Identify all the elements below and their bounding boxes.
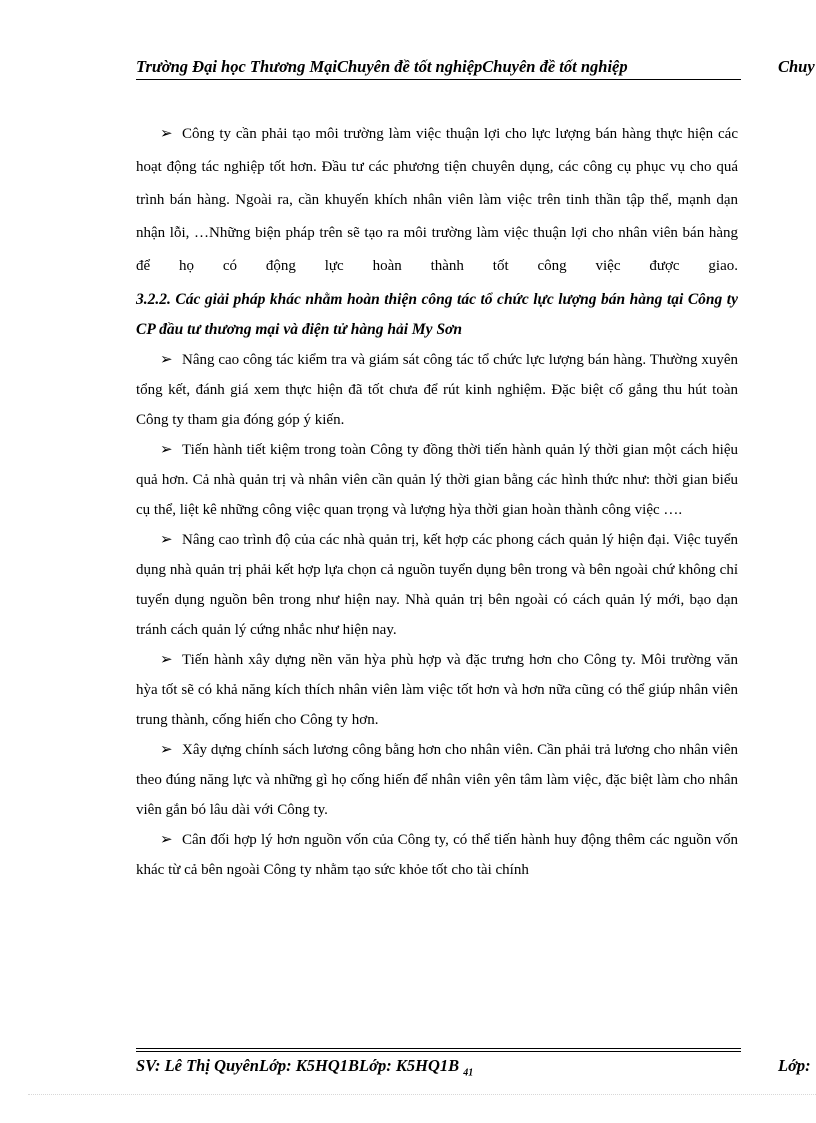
arrow-bullet-icon: ➢ <box>160 442 173 458</box>
paragraph-item <box>136 735 738 825</box>
paragraph-item <box>136 645 738 735</box>
paragraph-text: Tiến hành xây dựng nền văn hỳa phù hợp và đặc trưng hơn cho Công ty. Môi trường văn hỳa tốt sẽ có khả năng kích thích nhân viên làm việc tốt hơn và hơn nữa cũng có thể giúp nhân viên trung thành, cống hiến cho Công ty hơn. <box>136 652 738 728</box>
arrow-bullet-icon: ➢ <box>160 832 173 848</box>
paragraph-item <box>136 345 738 435</box>
paragraph-text: Cân đối hợp lý hơn nguồn vốn của Công ty, có thể tiến hành huy động thêm các nguồn vốn khác từ cả bên ngoài Công ty nhằm tạo sức khỏe tốt cho tài chính <box>136 832 738 878</box>
paragraph-intro <box>136 118 738 283</box>
document-body <box>136 118 738 885</box>
page-header-overflow: Chuy <box>778 57 815 76</box>
page-number: 41 <box>463 1067 474 1079</box>
paragraph-text: Công ty cần phải tạo môi trường làm việc thuận lợi cho lực lượng bán hàng thực hiện các hoạt động tác nghiệp tốt hơn. Đầu tư các phương tiện chuyên dụng, các công cụ phục vụ cho quá trình bán hàng. Ngoài ra, cần khuyến khích nhân viên làm việc trên tinh thần tập thể, mạnh dạn nhận lỗi, …Những biện pháp trên sẽ tạo ra môi trường làm việc thuận lợi cho nhân viên bán hàng để họ có động lực hoàn thành tốt công việc được giao. <box>136 126 738 274</box>
arrow-bullet-icon: ➢ <box>160 652 173 668</box>
paragraph-item <box>136 825 738 885</box>
paragraph-text: Tiến hành tiết kiệm trong toàn Công ty đồng thời tiến hành quản lý thời gian một cách hiệu quả hơn. Cả nhà quản trị và nhân viên cần quản lý thời gian bằng các hình thức như: thời gian biểu cụ thể, liệt kê những công việc quan trọng và lượng hỳa thời gian hoàn thành công việc …. <box>136 442 738 518</box>
page-footer-overflow: Lớp: <box>778 1056 811 1075</box>
section-heading: 3.2.2. Các giải pháp khác nhằm hoàn thiện công tác tổ chức lực lượng bán hàng tại Công ty CP đầu tư thương mại và điện tử hàng hải My Sơn <box>136 291 738 338</box>
paragraph-text: Nâng cao công tác kiểm tra và giám sát công tác tổ chức lực lượng bán hàng. Thường xuyên tổng kết, đánh giá xem thực hiện đã tốt chưa để rút kinh nghiệm. Đặc biệt cố gắng thu hút toàn Công ty tham gia đóng góp ý kiến. <box>136 352 738 428</box>
footer-rule <box>136 1051 741 1052</box>
arrow-bullet-icon: ➢ <box>160 352 173 368</box>
page-footer-student <box>136 1055 473 1084</box>
footer-student-text: SV: Lê Thị QuyênLớp: K5HQ1BLớp: K5HQ1B <box>136 1056 460 1075</box>
paragraph-item <box>136 525 738 645</box>
paragraph-item <box>136 435 738 525</box>
page-header-title: Trường Đại học Thương MạiChuyên đề tốt nghiệpChuyên đề tốt nghiệp <box>136 56 741 80</box>
arrow-bullet-icon: ➢ <box>160 126 173 142</box>
footer-rule <box>136 1048 741 1049</box>
arrow-bullet-icon: ➢ <box>160 532 173 548</box>
paragraph-text: Xây dựng chính sách lương công bằng hơn cho nhân viên. Cần phải trả lương cho nhân viên theo đúng năng lực và những gì họ cống hiến để nhân viên yên tâm làm việc, đặc biệt làm cho nhân viên gắn bó lâu dài với Công ty. <box>136 742 738 818</box>
arrow-bullet-icon: ➢ <box>160 742 173 758</box>
page-boundary <box>28 1094 816 1095</box>
paragraph-text: Nâng cao trình độ của các nhà quản trị, kết hợp các phong cách quản lý hiện đại. Việc tuyển dụng nhà quản trị phải kết hợp lựa chọn cả nguồn tuyển dụng bên trong và bên ngoài chứ không chỉ tuyển dụng nguồn bên trong như hiện nay. Nhà quản trị bên ngoài có cách quản lý mới, bạo dạn tránh cách quản lý cứng nhắc như hiện nay. <box>136 532 738 638</box>
